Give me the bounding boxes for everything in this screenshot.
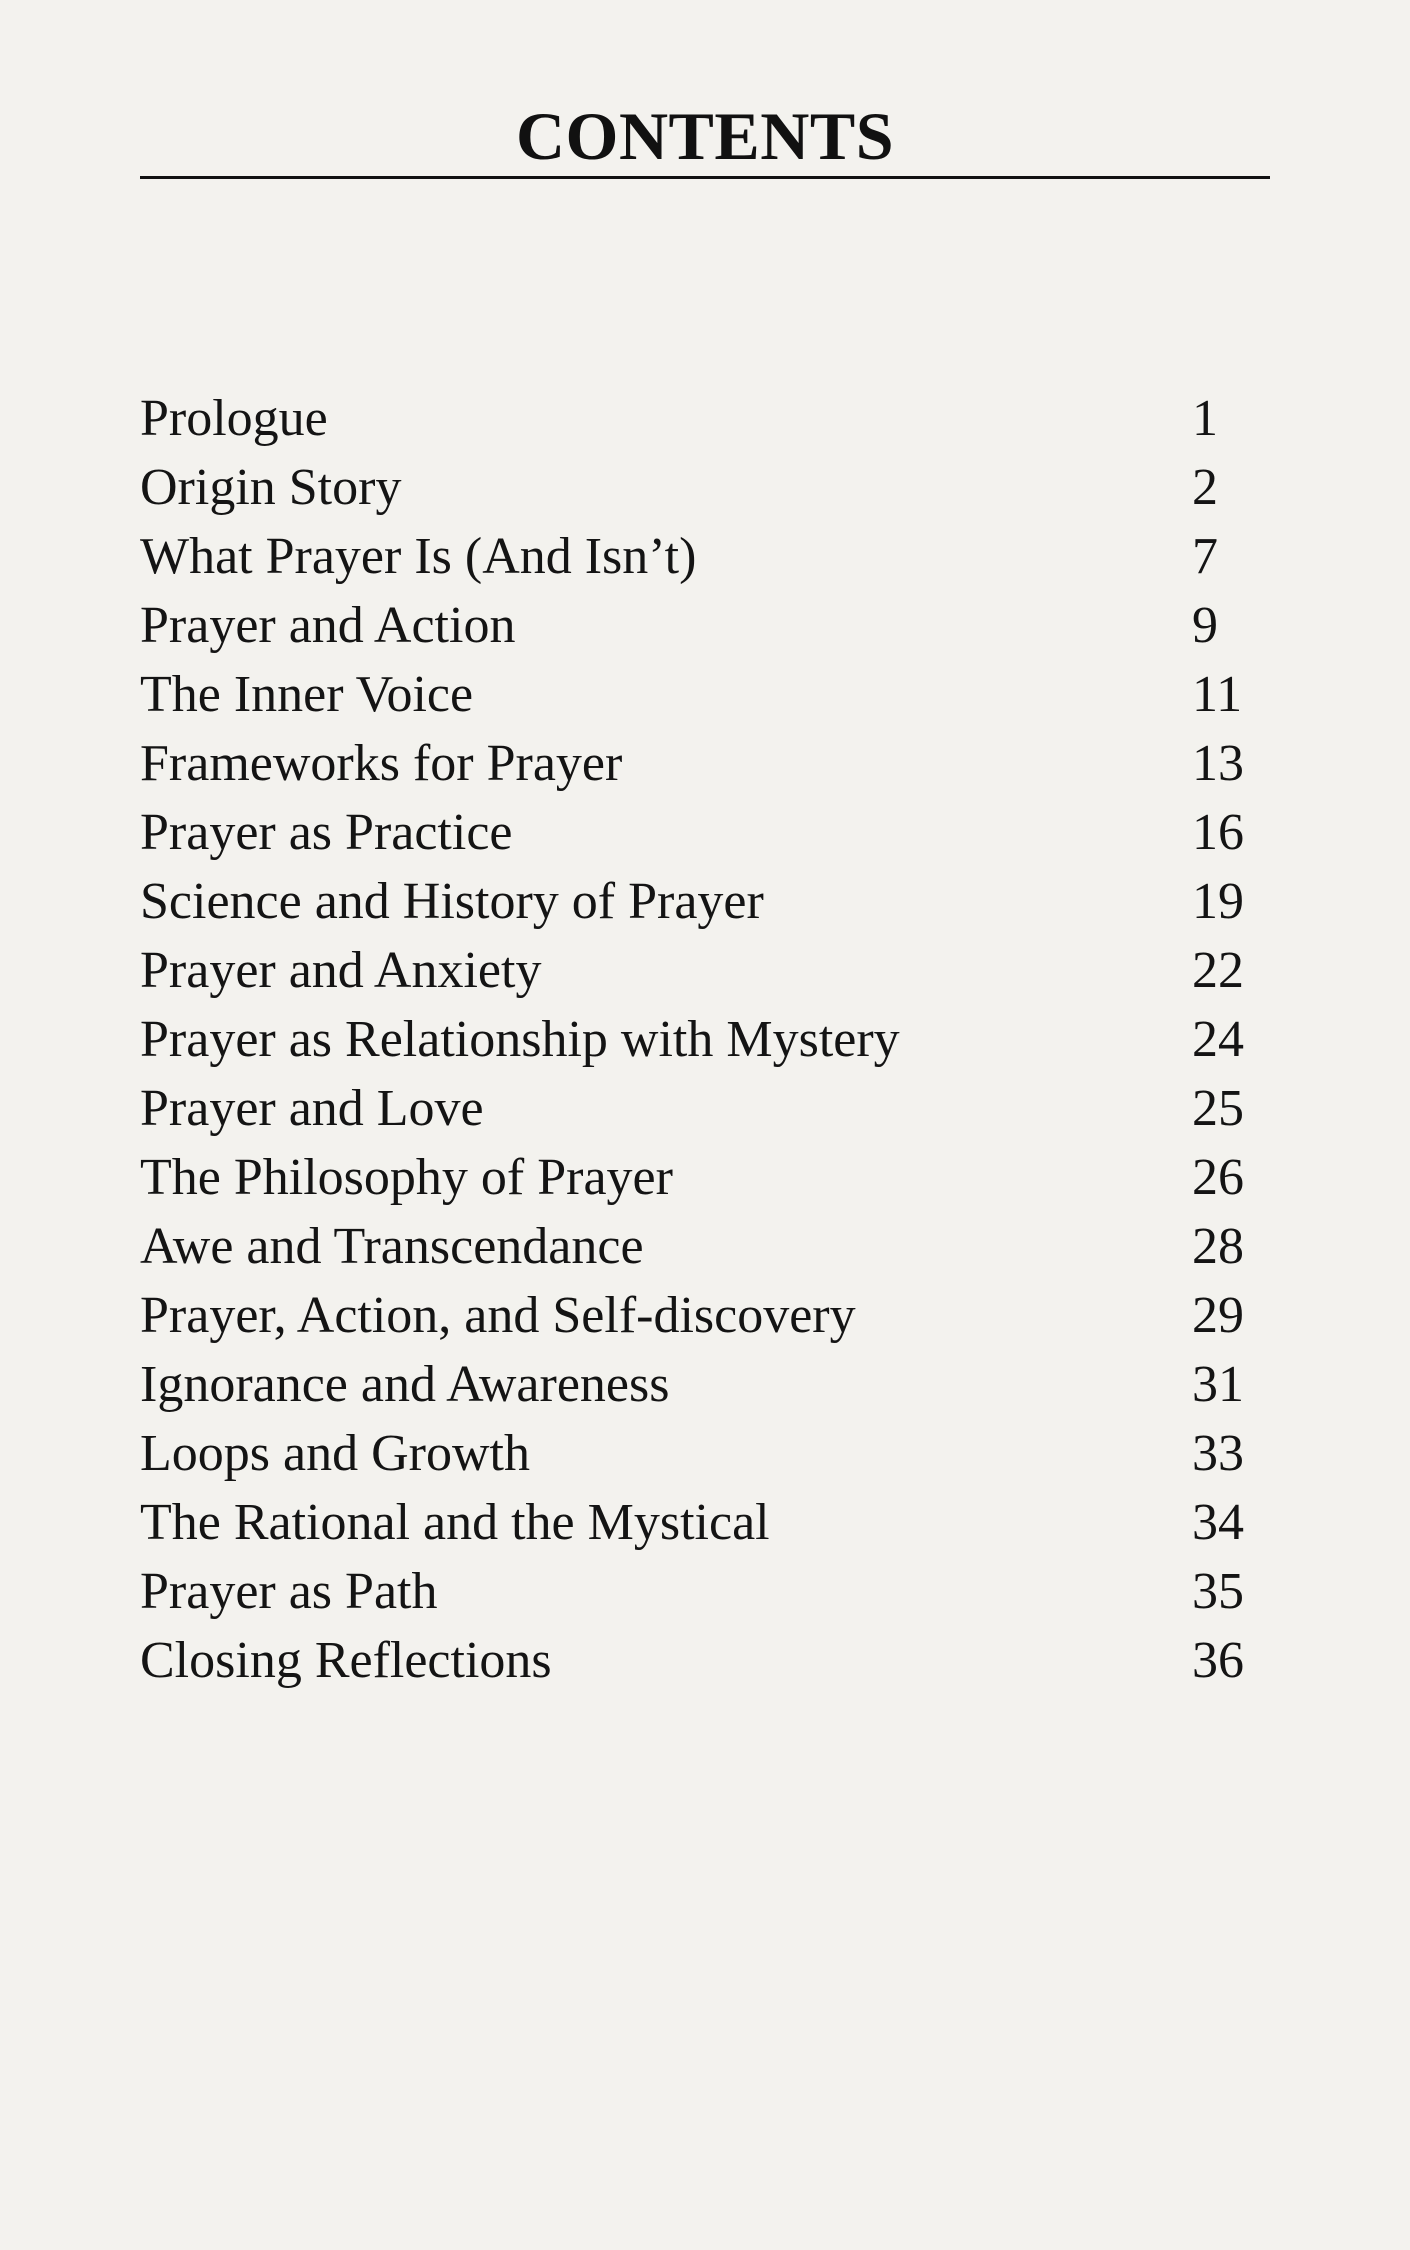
toc-entry-title: Science and History of Prayer xyxy=(140,873,764,930)
toc-entry-title: Prayer and Action xyxy=(140,597,516,654)
table-of-contents xyxy=(140,384,1270,1695)
toc-entry[interactable] xyxy=(140,1143,1270,1212)
toc-entry[interactable] xyxy=(140,1626,1270,1695)
toc-entry-page: 22 xyxy=(1192,942,1244,999)
toc-entry-title: Prayer and Anxiety xyxy=(140,942,542,999)
toc-entry-title: Prayer and Love xyxy=(140,1080,484,1137)
toc-entry[interactable] xyxy=(140,798,1270,867)
toc-entry[interactable] xyxy=(140,1350,1270,1419)
toc-entry-title: Prayer as Practice xyxy=(140,804,513,861)
toc-entry-title: What Prayer Is (And Isn’t) xyxy=(140,528,697,585)
toc-entry[interactable] xyxy=(140,1005,1270,1074)
toc-entry-page: 19 xyxy=(1192,873,1244,930)
toc-entry-title: Origin Story xyxy=(140,459,402,516)
toc-entry-title: Loops and Growth xyxy=(140,1425,530,1482)
toc-entry[interactable] xyxy=(140,384,1270,453)
toc-entry[interactable] xyxy=(140,867,1270,936)
toc-entry-page: 24 xyxy=(1192,1011,1244,1068)
toc-entry-title: The Philosophy of Prayer xyxy=(140,1149,673,1206)
toc-entry[interactable] xyxy=(140,1281,1270,1350)
toc-entry[interactable] xyxy=(140,936,1270,1005)
page-title: CONTENTS xyxy=(515,98,895,174)
toc-entry-page: 25 xyxy=(1192,1080,1244,1137)
toc-entry-page: 13 xyxy=(1192,735,1244,792)
toc-entry-page: 28 xyxy=(1192,1218,1244,1275)
toc-entry[interactable] xyxy=(140,591,1270,660)
toc-entry-page: 29 xyxy=(1192,1287,1244,1344)
toc-entry[interactable] xyxy=(140,1212,1270,1281)
toc-entry-page: 1 xyxy=(1192,390,1218,447)
title-rule xyxy=(140,176,1270,179)
toc-entry-title: Closing Reflections xyxy=(140,1632,552,1689)
toc-entry-title: Frameworks for Prayer xyxy=(140,735,623,792)
toc-entry-page: 11 xyxy=(1192,666,1243,723)
toc-entry-title: Prayer, Action, and Self-discovery xyxy=(140,1287,856,1344)
toc-entry[interactable] xyxy=(140,1419,1270,1488)
toc-entry-title: The Inner Voice xyxy=(140,666,474,723)
toc-entry-page: 36 xyxy=(1192,1632,1244,1689)
toc-entry-title: Prayer as Relationship with Mystery xyxy=(140,1011,900,1068)
toc-entry[interactable] xyxy=(140,660,1270,729)
toc-entry-page: 2 xyxy=(1192,459,1218,516)
toc-entry-page: 33 xyxy=(1192,1425,1244,1482)
toc-entry-page: 16 xyxy=(1192,804,1244,861)
toc-entry-page: 7 xyxy=(1192,528,1218,585)
toc-entry-title: Prayer as Path xyxy=(140,1563,438,1620)
toc-entry[interactable] xyxy=(140,1074,1270,1143)
toc-entry-page: 26 xyxy=(1192,1149,1244,1206)
toc-entry[interactable] xyxy=(140,729,1270,798)
toc-entry[interactable] xyxy=(140,522,1270,591)
toc-entry-title: The Rational and the Mystical xyxy=(140,1494,770,1551)
toc-entry[interactable] xyxy=(140,453,1270,522)
toc-entry-page: 35 xyxy=(1192,1563,1244,1620)
toc-entry-page: 34 xyxy=(1192,1494,1244,1551)
toc-entry-page: 31 xyxy=(1192,1356,1244,1413)
toc-entry-page: 9 xyxy=(1192,597,1218,654)
toc-entry[interactable] xyxy=(140,1557,1270,1626)
toc-entry[interactable] xyxy=(140,1488,1270,1557)
toc-entry-title: Ignorance and Awareness xyxy=(140,1356,670,1413)
toc-entry-title: Prologue xyxy=(140,390,328,447)
toc-entry-title: Awe and Transcendance xyxy=(140,1218,644,1275)
